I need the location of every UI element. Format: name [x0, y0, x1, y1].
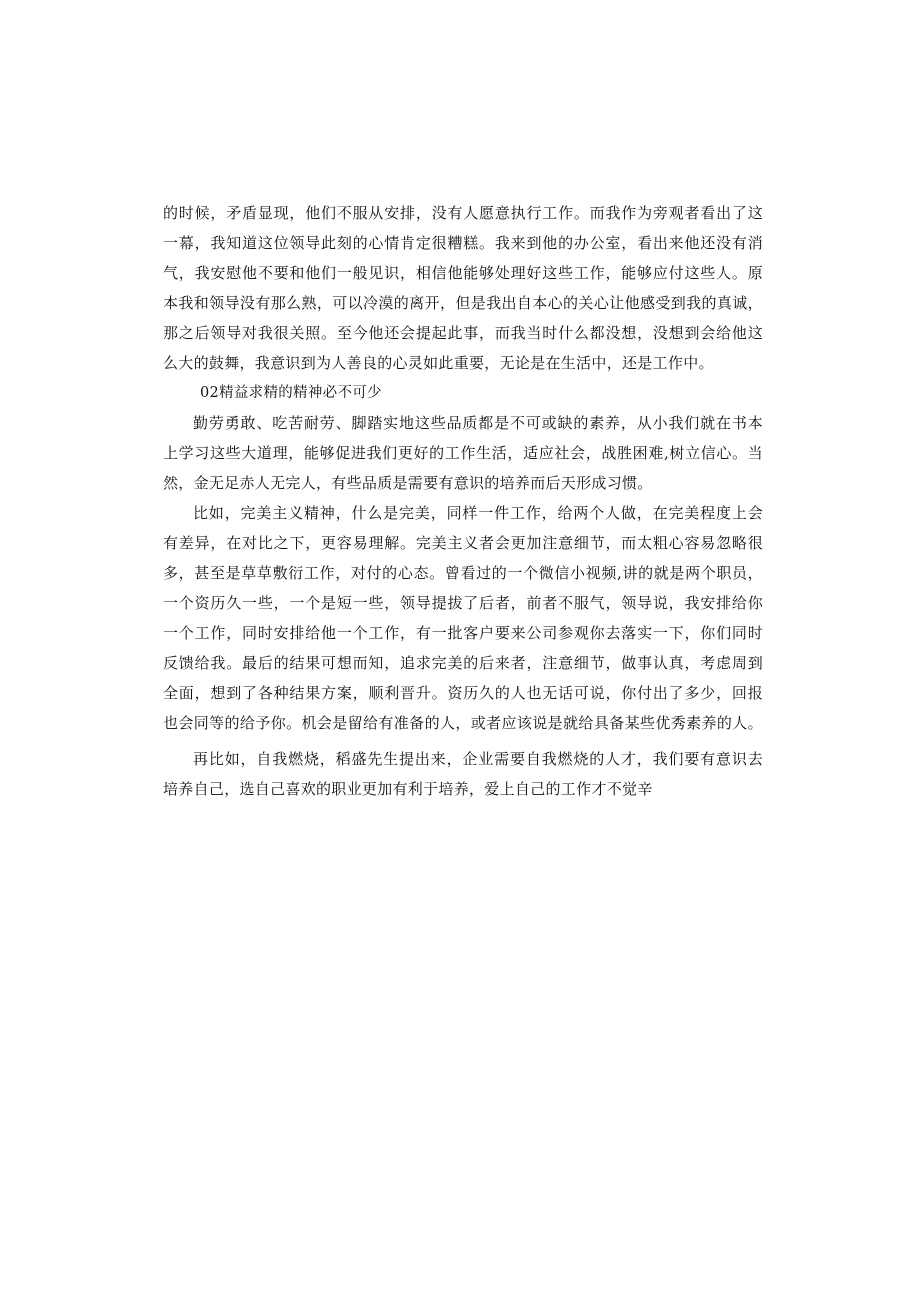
- paragraph-1: [163, 198, 763, 378]
- paragraph-line: 上学习这些大道理，能够促进我们更好的工作生活，适应社会，战胜困难,树立信心。当: [163, 444, 763, 462]
- paragraph-line: 全面，想到了各种结果方案，顺利晋升。资历久的人也无话可说，你付出了多少，回报: [163, 684, 763, 702]
- paragraph-line: 那之后领导对我很关照。至今他还会提起此事，而我当时什么都没想，没想到会给他这: [163, 324, 763, 342]
- paragraph-line: 培养自己，选自己喜欢的职业更加有利于培养，爱上自己的工作才不觉辛: [163, 780, 653, 798]
- paragraph-line: 也会同等的给予你。机会是留给有准备的人，或者应该说是就给具备某些优秀素养的人。: [163, 714, 763, 732]
- paragraph-2: [163, 408, 763, 498]
- paragraph-line: 一幕，我知道这位领导此刻的心情肯定很糟糕。我来到他的办公室，看出来他还没有消: [163, 234, 763, 252]
- document-body: [163, 198, 763, 804]
- section-heading: 02精益求精的精神必不可少: [200, 385, 382, 401]
- paragraph-4: [163, 744, 763, 804]
- paragraph-line: 再比如，自我燃烧，稻盛先生提出来，企业需要自我燃烧的人才，我们要有意识去: [193, 750, 763, 768]
- paragraph-line: 勤劳勇敢、吃苦耐劳、脚踏实地这些品质都是不可或缺的素养，从小我们就在书本: [193, 414, 763, 432]
- paragraph-line: 一个工作，同时安排给他一个工作，有一批客户要来公司参观你去落实一下，你们同时: [163, 624, 763, 642]
- paragraph-line: 多，甚至是草草敷衍工作，对付的心态。曾看过的一个微信小视频,讲的就是两个职员，: [163, 564, 763, 582]
- paragraph-line: 气，我安慰他不要和他们一般见识，相信他能够处理好这些工作，能够应付这些人。原: [163, 264, 763, 282]
- paragraph-line: 么大的鼓舞，我意识到为人善良的心灵如此重要，无论是在生活中，还是工作中。: [163, 354, 714, 372]
- paragraph-line: 本我和领导没有那么熟，可以冷漠的离开，但是我出自本心的关心让他感受到我的真诚，: [163, 294, 763, 312]
- paragraph-line: 反馈给我。最后的结果可想而知，追求完美的后来者，注意细节，做事认真，考虑周到: [163, 654, 763, 672]
- paragraph-line: 比如，完美主义精神，什么是完美，同样一件工作，给两个人做，在完美程度上会: [193, 504, 763, 522]
- paragraph-line: 然，金无足赤人无完人，有些品质是需要有意识的培养而后天形成习惯。: [163, 474, 653, 492]
- paragraph-3: [163, 498, 763, 738]
- paragraph-line: 一个资历久一些，一个是短一些，领导提拔了后者，前者不服气，领导说，我安排给你: [163, 594, 763, 612]
- paragraph-line: 有差异，在对比之下，更容易理解。完美主义者会更加注意细节，而太粗心容易忽略很: [163, 534, 763, 552]
- paragraph-line: 的时候，矛盾显现，他们不服从安排，没有人愿意执行工作。而我作为旁观者看出了这: [163, 204, 763, 222]
